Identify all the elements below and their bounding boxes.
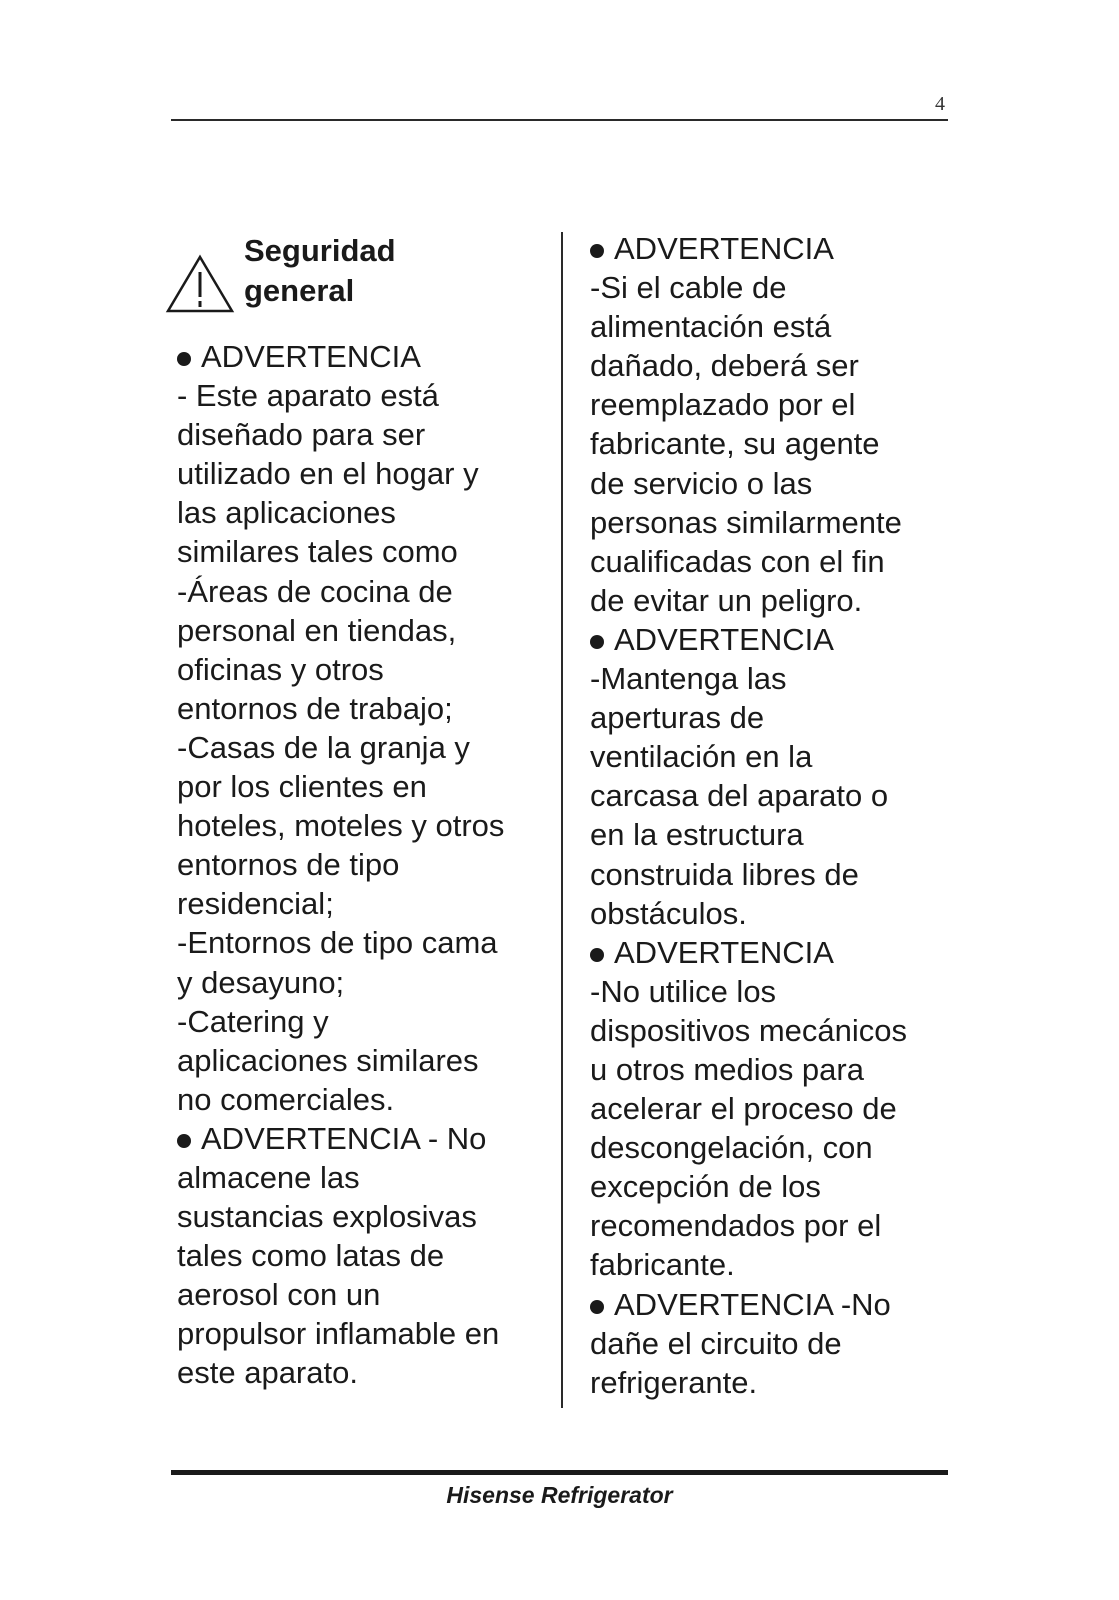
text-line: utilizado en el hogar y bbox=[177, 456, 479, 492]
header-rule bbox=[171, 119, 948, 121]
text-line: de evitar un peligro. bbox=[590, 582, 863, 618]
footer-rule bbox=[171, 1470, 948, 1475]
text-line: oficinas y otros bbox=[177, 651, 384, 687]
left-column bbox=[177, 337, 557, 1393]
right-column bbox=[590, 229, 960, 1402]
text-line: -Casas de la granja y bbox=[177, 729, 470, 765]
text-line: reemplazado por el bbox=[590, 387, 856, 423]
text-line: cualificadas con el fin bbox=[590, 543, 885, 579]
section-title-line-1: Seguridad bbox=[244, 233, 396, 268]
text-line: descongelación, con bbox=[590, 1130, 873, 1166]
text-line: almacene las bbox=[177, 1159, 360, 1195]
text-line: por los clientes en bbox=[177, 769, 427, 805]
bullet-icon bbox=[590, 635, 604, 649]
bullet-icon bbox=[177, 352, 191, 366]
text-line: aerosol con un bbox=[177, 1277, 381, 1313]
text-line: hoteles, moteles y otros bbox=[177, 808, 505, 844]
text-line: refrigerante. bbox=[590, 1364, 758, 1400]
section-title bbox=[244, 231, 396, 311]
text-line: personal en tiendas, bbox=[177, 612, 457, 648]
warning-triangle-icon bbox=[165, 254, 235, 314]
text-line: -Mantenga las bbox=[590, 661, 787, 697]
text-line: entornos de tipo bbox=[177, 847, 400, 883]
warning-heading: ADVERTENCIA bbox=[590, 933, 960, 972]
text-line: en la estructura bbox=[590, 817, 804, 853]
footer-brand: Hisense Refrigerator bbox=[446, 1482, 673, 1508]
warning-heading: ADVERTENCIA - No bbox=[177, 1119, 557, 1158]
text-line: propulsor inflamable en bbox=[177, 1316, 500, 1352]
text-line: similares tales como bbox=[177, 534, 458, 570]
text-line: excepción de los bbox=[590, 1169, 821, 1205]
text-line: -Áreas de cocina de bbox=[177, 573, 453, 609]
text-line: carcasa del aparato o bbox=[590, 778, 889, 814]
bullet-icon bbox=[590, 1300, 604, 1314]
section-heading bbox=[165, 230, 555, 315]
text-line: no comerciales. bbox=[177, 1081, 395, 1117]
text-line: sustancias explosivas bbox=[177, 1199, 477, 1235]
text-line: diseñado para ser bbox=[177, 417, 426, 453]
warning-heading: ADVERTENCIA bbox=[177, 337, 557, 376]
text-line: u otros medios para bbox=[590, 1051, 864, 1087]
warning-heading: ADVERTENCIA bbox=[590, 229, 960, 268]
text-line: este aparato. bbox=[177, 1355, 358, 1391]
text-line: - Este aparato está bbox=[177, 378, 439, 414]
text-line: dispositivos mecánicos bbox=[590, 1012, 908, 1048]
text-line: obstáculos. bbox=[590, 895, 747, 931]
text-line: acelerar el proceso de bbox=[590, 1091, 897, 1127]
text-line: y desayuno; bbox=[177, 964, 345, 1000]
text-line: alimentación está bbox=[590, 309, 832, 345]
text-line: construida libres de bbox=[590, 856, 859, 892]
text-line: -No utilice los bbox=[590, 973, 777, 1009]
text-line: -Catering y bbox=[177, 1003, 329, 1039]
text-line: recomendados por el bbox=[590, 1208, 882, 1244]
text-line: aperturas de bbox=[590, 700, 765, 736]
text-line: -Entornos de tipo cama bbox=[177, 925, 498, 961]
text-line: de servicio o las bbox=[590, 465, 813, 501]
text-line: ventilación en la bbox=[590, 739, 813, 775]
text-line: -Si el cable de bbox=[590, 270, 787, 306]
text-line: residencial; bbox=[177, 886, 334, 922]
column-divider bbox=[561, 232, 563, 1408]
bullet-icon bbox=[177, 1134, 191, 1148]
text-line: aplicaciones similares bbox=[177, 1042, 479, 1078]
text-line: fabricante, su agente bbox=[590, 426, 880, 462]
text-line: tales como latas de bbox=[177, 1238, 445, 1274]
text-line: personas similarmente bbox=[590, 504, 902, 540]
bullet-icon bbox=[590, 948, 604, 962]
warning-heading: ADVERTENCIA bbox=[590, 620, 960, 659]
section-title-line-2: general bbox=[244, 273, 355, 308]
text-line: dañado, deberá ser bbox=[590, 348, 859, 384]
text-line: dañe el circuito de bbox=[590, 1325, 842, 1361]
text-line: entornos de trabajo; bbox=[177, 690, 453, 726]
bullet-icon bbox=[590, 244, 604, 258]
warning-heading: ADVERTENCIA -No bbox=[590, 1285, 960, 1324]
page-number: 4 bbox=[935, 93, 945, 115]
text-line: fabricante. bbox=[590, 1247, 735, 1283]
text-line: las aplicaciones bbox=[177, 495, 396, 531]
